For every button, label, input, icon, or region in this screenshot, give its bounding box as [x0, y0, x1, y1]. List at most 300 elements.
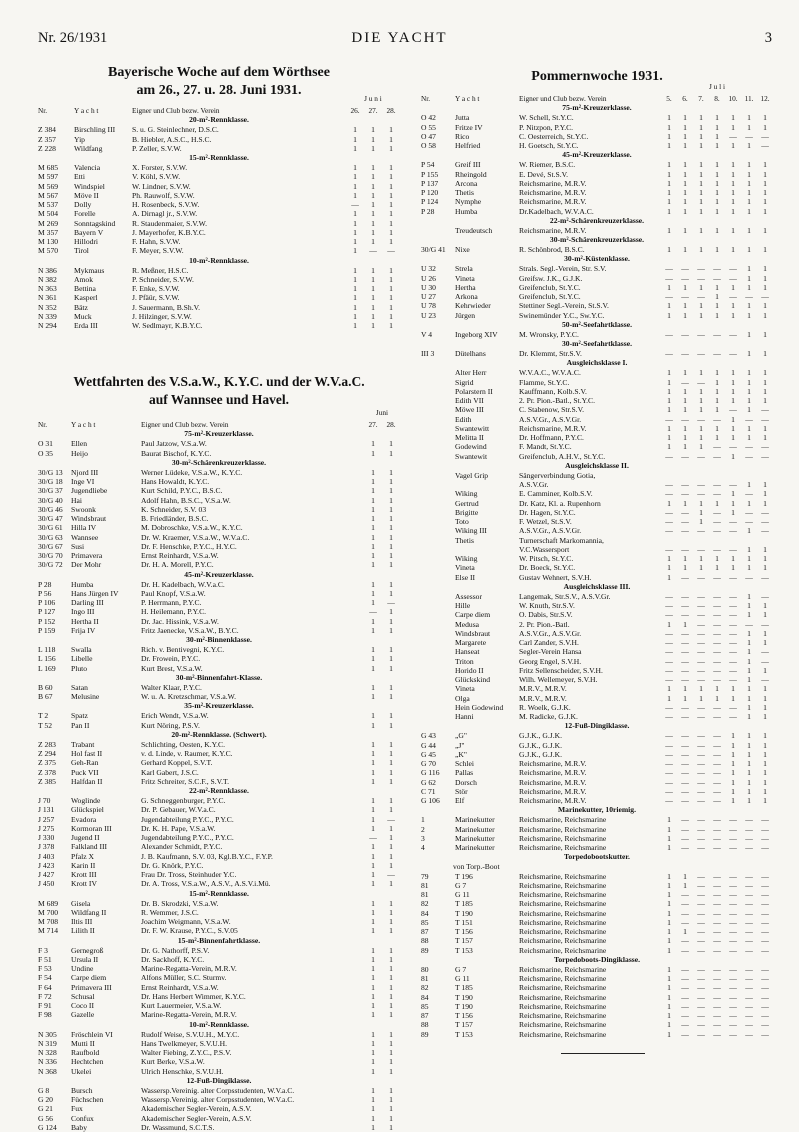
race-result: 1 — [389, 842, 393, 852]
race-result: — — [697, 927, 705, 936]
sail-number: G 21 — [38, 1104, 53, 1114]
table-row — [421, 918, 773, 927]
race-result: — — [761, 675, 769, 684]
owner-club: A.S.V.Gr., A.S.V.Gr. — [519, 414, 582, 424]
race-result: — — [729, 656, 737, 666]
race-result: 1 — [747, 141, 751, 150]
owner-club: C. Stabenow, Str.S.V. — [519, 405, 584, 415]
race-result: 1 — [667, 908, 671, 918]
race-result: — — [745, 414, 753, 424]
race-result: 1 — [389, 767, 393, 777]
race-result: 1 — [353, 246, 357, 256]
race-result: — — [729, 526, 737, 536]
header-cell: Y a c h t — [74, 106, 99, 115]
race-result: 1 — [747, 638, 751, 647]
race-result: — — [681, 964, 689, 974]
race-result: — — [665, 628, 673, 638]
table-row — [38, 1001, 400, 1010]
sail-number: M 567 — [38, 190, 59, 200]
owner-club: Kurt Brest, V.S.a.W. — [141, 663, 203, 673]
yacht-name: Bettina — [74, 284, 96, 293]
race-result: 1 — [389, 833, 393, 842]
sail-number: G 70 — [421, 759, 436, 768]
owner-club: Alfons Müller, S.C. Sturmv. — [141, 973, 227, 983]
table-row — [421, 508, 773, 517]
race-result: 1 — [389, 495, 393, 505]
yacht-name: Iltis III — [71, 917, 93, 926]
owner-club: Wilh. Wellemeyer, S.V.H. — [519, 675, 598, 684]
yacht-name: Treudeutsch — [455, 225, 493, 235]
race-result: 1 — [353, 190, 357, 200]
table-row — [38, 266, 400, 275]
race-result: 1 — [371, 504, 375, 514]
owner-club: Ernst Reinhardt, V.S.a.W. — [141, 551, 219, 560]
sail-number: 89 — [421, 1029, 429, 1039]
owner-club: Karl Gabert, J.S.C. — [141, 767, 199, 777]
yacht-name: Helfried — [455, 141, 481, 150]
sail-number: T 52 — [38, 720, 52, 730]
race-result: — — [681, 264, 689, 274]
yacht-name: Confux — [71, 1113, 94, 1123]
sail-number — [421, 545, 455, 554]
race-result: — — [697, 740, 705, 750]
owner-club: M.R.V., M.R.V. — [519, 684, 567, 694]
table-row — [38, 833, 400, 842]
owner-club: Erich Wendt, V.S.a.W. — [141, 711, 209, 721]
race-result: 1 — [371, 749, 375, 758]
yacht-name: „K" — [455, 749, 467, 759]
race-result: 1 — [763, 610, 767, 620]
sail-number — [421, 684, 455, 693]
table-row — [38, 1057, 400, 1066]
race-result: 1 — [683, 554, 687, 563]
sail-number: 30/G 18 — [38, 477, 63, 486]
owner-club: W. Riemer, B.S.C. — [519, 160, 576, 170]
owner-club: C. Oesterreich, St.Y.C. — [519, 131, 589, 141]
table-row — [421, 1020, 773, 1029]
race-result: — — [729, 544, 737, 554]
sail-number: F 53 — [38, 964, 52, 973]
race-result: 1 — [667, 386, 671, 396]
owner-club: Reichsmarine, M.R.V. — [519, 225, 587, 235]
race-result: 1 — [371, 172, 375, 182]
race-result: 1 — [389, 1113, 393, 1123]
yacht-name: Vineta — [455, 684, 475, 694]
yacht-name: Medusa — [455, 619, 480, 629]
yacht-name: Jugend II — [71, 833, 100, 842]
owner-club: R. Staudenmaier, S.V.W. — [132, 218, 207, 228]
race-result: — — [713, 899, 721, 909]
sail-number — [421, 554, 455, 563]
sail-number: 2 — [421, 824, 425, 834]
class-heading: 30-m²-Schärenkreuzerklasse. — [549, 235, 645, 244]
yacht-name: Hans Jürgen IV — [71, 588, 119, 598]
race-result: 1 — [389, 1104, 393, 1114]
race-result: — — [745, 880, 753, 890]
yacht-name: Fux — [71, 1104, 83, 1114]
owner-club: 2. Pr. Pion.-Batl. — [519, 619, 570, 629]
race-result: 1 — [763, 489, 767, 499]
table-row — [38, 777, 400, 786]
race-result: — — [697, 628, 705, 638]
race-result: 1 — [683, 684, 687, 694]
yacht-name: Marinekutter — [455, 833, 495, 843]
owner-club: H. Heilemann, P.Y.C. — [141, 607, 207, 617]
race-result: 1 — [699, 368, 703, 378]
yacht-name: Stör — [455, 786, 468, 796]
yacht-name: Evadora — [71, 814, 97, 824]
race-result: — — [761, 880, 769, 890]
sail-number: O 31 — [38, 439, 53, 449]
race-result: — — [697, 544, 705, 554]
race-result: 1 — [667, 974, 671, 983]
race-result: — — [681, 786, 689, 796]
owner-club: Joachim Weigmann, V.S.a.W. — [141, 917, 231, 926]
race-result: 1 — [371, 311, 375, 321]
sail-number — [421, 712, 455, 721]
race-result: 1 — [747, 396, 751, 405]
race-result: 1 — [389, 926, 393, 936]
race-result: 1 — [371, 163, 375, 172]
race-result: — — [713, 647, 721, 657]
sail-number: M 570 — [38, 246, 59, 256]
owner-club: B. Friedländer, B.S.C. — [141, 514, 209, 523]
owner-club: Greifenclub, St.Y.C. — [519, 292, 581, 301]
sail-number — [421, 378, 455, 387]
race-result: 1 — [371, 654, 375, 664]
sail-number: N 305 — [38, 1029, 57, 1039]
wettfahrten-title-line2: auf Wannsee und Havel. — [148, 392, 290, 407]
race-result: 1 — [371, 579, 375, 589]
sail-number: J 427 — [38, 870, 55, 879]
yacht-name: Dütelhans — [455, 349, 486, 358]
race-result: 1 — [731, 786, 735, 796]
table-row — [421, 405, 773, 414]
race-result: — — [665, 740, 673, 750]
yacht-name: Lilith II — [71, 926, 95, 936]
race-result: 1 — [715, 301, 719, 311]
table-row — [421, 563, 773, 572]
day-header: 28. — [386, 420, 396, 429]
race-result: — — [697, 656, 705, 666]
race-result: 1 — [763, 245, 767, 254]
race-result: 1 — [667, 160, 671, 170]
table-row — [38, 683, 400, 692]
race-result: 1 — [731, 377, 735, 387]
class-heading: 12-Fuß-Dingiklasse. — [564, 721, 630, 731]
race-result: 1 — [763, 740, 767, 750]
sail-number: U 23 — [421, 310, 436, 320]
sail-number: L 156 — [38, 654, 56, 664]
race-result: 1 — [389, 964, 393, 973]
sail-number: 30/G 47 — [38, 514, 63, 523]
sail-number: Z 357 — [38, 134, 56, 144]
owner-club: F. Enke, S.V.W. — [132, 284, 180, 293]
race-result: 1 — [731, 489, 735, 499]
race-result: 1 — [667, 917, 671, 927]
sail-number: 30/G 40 — [38, 495, 63, 505]
table-row — [421, 899, 773, 908]
race-result — [677, 471, 693, 480]
race-result — [725, 471, 741, 480]
owner-club: Ph. Rauwolf, S.V.W. — [132, 190, 195, 200]
race-result: 1 — [763, 188, 767, 197]
sail-number — [421, 629, 455, 638]
race-result: 1 — [699, 684, 703, 694]
race-result: 1 — [389, 907, 393, 917]
table-row — [38, 505, 400, 514]
race-result: — — [713, 992, 721, 1002]
race-result: — — [697, 610, 705, 620]
race-result: — — [761, 656, 769, 666]
table-row — [421, 778, 773, 787]
sail-number: U 26 — [421, 273, 436, 283]
race-result: 1 — [763, 377, 767, 387]
race-result: 1 — [389, 823, 393, 833]
sail-number — [421, 666, 455, 675]
race-result: 1 — [731, 554, 735, 563]
race-result: — — [713, 507, 721, 517]
race-result: — — [665, 544, 673, 554]
race-result: — — [697, 702, 705, 712]
table-row — [421, 207, 773, 216]
yacht-name: G 11 — [455, 890, 470, 899]
owner-club: W. u. A. Kretzschmar, V.S.a.W. — [141, 692, 237, 701]
race-result: — — [387, 246, 395, 256]
yacht-name: Dorsch — [455, 777, 477, 787]
owner-club: Reichsmarine, Reichsmarine — [519, 880, 607, 890]
race-result: 1 — [763, 693, 767, 703]
sail-number: P 28 — [38, 579, 52, 589]
yacht-name: Wildfang II — [71, 907, 107, 917]
table-row — [38, 1010, 400, 1019]
table-row — [38, 861, 400, 870]
owner-club: Reichsmarine, M.R.V. — [519, 786, 587, 796]
race-result: 1 — [389, 1057, 393, 1067]
race-result: 1 — [371, 917, 375, 926]
yacht-name: Alter Herr — [455, 368, 487, 378]
owner-club: A.S.V.Gr., A.S.V.Gr. — [519, 628, 582, 638]
sail-number: Z 375 — [38, 758, 56, 768]
race-result: 1 — [667, 992, 671, 1002]
owner-club: P. Nitzpon, P.Y.C. — [519, 122, 574, 132]
yacht-name: T 157 — [455, 936, 473, 946]
table-row — [421, 132, 773, 141]
race-result: 1 — [699, 386, 703, 396]
sail-number — [421, 610, 455, 619]
owner-club: Jugendabteilung P.Y.C., P.Y.C. — [141, 833, 234, 842]
yacht-name: Elf — [455, 796, 465, 805]
race-result: 1 — [683, 871, 687, 881]
table-row — [38, 617, 400, 626]
yacht-name: Pallas — [455, 768, 474, 778]
race-result: 1 — [667, 833, 671, 843]
race-result: — — [681, 759, 689, 768]
owner-club: Alexander Schmidt, P.Y.C. — [141, 842, 223, 852]
class-heading: Ausgleichsklasse III. — [563, 581, 631, 591]
race-result: 1 — [683, 563, 687, 573]
race-result: — — [745, 983, 753, 993]
race-result: 1 — [731, 693, 735, 703]
sail-number — [421, 415, 455, 424]
sail-number: 1 — [421, 815, 425, 825]
race-result: 1 — [371, 954, 375, 964]
yacht-name: Forelle — [74, 209, 96, 219]
race-result: 1 — [763, 423, 767, 433]
table-row — [421, 489, 773, 498]
table-row — [38, 580, 400, 589]
owner-club: R. Woelk, G.J.K. — [519, 702, 571, 712]
owner-club: W. Sedlmayr, K.B.Y.C. — [132, 321, 203, 330]
owner-club: Fritz Jaenecke, V.S.a.W., B.Y.C. — [141, 625, 239, 635]
race-result: 1 — [731, 386, 735, 396]
table-row — [421, 834, 773, 843]
header-row — [421, 91, 773, 103]
table-row — [421, 170, 773, 179]
table-row — [38, 955, 400, 964]
table-row — [38, 228, 400, 237]
race-result: 1 — [763, 329, 767, 339]
race-result: 1 — [389, 321, 393, 330]
race-result: — — [729, 480, 737, 489]
race-result: 1 — [371, 711, 375, 721]
race-result: 1 — [389, 1048, 393, 1057]
day-header: 10. — [728, 94, 738, 103]
race-result: 1 — [763, 160, 767, 170]
sail-number: F 54 — [38, 973, 52, 983]
owner-club: Dr. F. W. Krause, P.Y.C., S.V.05 — [141, 926, 238, 936]
table-row — [421, 974, 773, 983]
race-result: — — [665, 273, 673, 283]
owner-club: M.R.V., M.R.V. — [519, 693, 567, 703]
race-result: 1 — [389, 1001, 393, 1010]
race-result: — — [697, 1020, 705, 1030]
owner-club: S. u. G. Steinlechner, D.S.C. — [132, 125, 219, 135]
race-result: 1 — [715, 368, 719, 378]
race-result — [709, 471, 725, 480]
table-row — [38, 917, 400, 926]
owner-club: H. Rosenbeck, S.V.W. — [132, 200, 200, 209]
race-result: 1 — [699, 517, 703, 526]
yacht-name: Krott III — [71, 870, 97, 879]
race-result: 1 — [667, 693, 671, 703]
race-result: — — [761, 131, 769, 141]
race-result: 1 — [763, 731, 767, 741]
race-result: — — [745, 824, 753, 834]
owner-club: Strals. Segl.-Verein, Str. S.V. — [519, 264, 607, 274]
owner-club: R. Schönbrod, B.S.C. — [519, 245, 585, 254]
table-row — [38, 533, 400, 542]
race-result: 1 — [371, 467, 375, 477]
sail-number: G 45 — [421, 749, 436, 759]
race-result: 1 — [389, 181, 393, 191]
owner-club: Reichsmarine, Reichsmarine — [519, 992, 607, 1002]
yacht-name: Wiking — [455, 554, 478, 563]
owner-club: Swinemünder Y.C., Sw.Y.C. — [519, 310, 605, 320]
race-result: — — [761, 899, 769, 909]
yacht-name: Ingeborg XIV — [455, 329, 498, 339]
race-result: 1 — [353, 274, 357, 284]
race-result: 1 — [747, 160, 751, 170]
race-result: 1 — [389, 190, 393, 200]
race-result: 1 — [389, 125, 393, 135]
yacht-name: T 185 — [455, 899, 473, 909]
race-result: — — [729, 675, 737, 684]
race-result: 1 — [389, 973, 393, 983]
owner-club: Kurt Schild, P.Y.C., B.S.C. — [141, 486, 223, 496]
race-result: 1 — [699, 160, 703, 170]
race-result — [757, 471, 773, 480]
race-result: 1 — [353, 284, 357, 293]
race-result: — — [713, 264, 721, 274]
table-row — [38, 692, 400, 701]
race-result: 1 — [747, 197, 751, 207]
race-result: — — [761, 591, 769, 601]
race-result — [693, 536, 709, 545]
race-result: — — [697, 292, 705, 301]
race-result: 1 — [371, 200, 375, 209]
header-row — [38, 103, 400, 115]
owner-club: Dr. Sackhoff, K.Y.C. — [141, 954, 205, 964]
yacht-name: T 153 — [455, 945, 473, 955]
table-row — [421, 471, 773, 480]
yacht-name: Arcona — [455, 178, 478, 188]
race-result: 1 — [683, 245, 687, 254]
race-result: 1 — [389, 711, 393, 721]
race-result: 1 — [699, 405, 703, 415]
yacht-name: Marinekutter — [455, 843, 495, 852]
race-result: 1 — [667, 563, 671, 573]
owner-club: Greifsw. J.K., G.J.K. — [519, 273, 583, 283]
yacht-name: Windsbraut — [455, 628, 491, 638]
sail-number — [421, 517, 455, 526]
yacht-name: Baby — [71, 1122, 88, 1132]
race-result: — — [761, 141, 769, 150]
race-result: 1 — [763, 786, 767, 796]
race-result: 1 — [371, 758, 375, 768]
race-result: — — [761, 974, 769, 983]
sail-number: B 67 — [38, 692, 53, 701]
race-result: 1 — [371, 926, 375, 936]
race-result: — — [697, 936, 705, 946]
race-result: 1 — [699, 141, 703, 150]
table-row — [38, 589, 400, 598]
race-result: 1 — [389, 284, 393, 293]
race-result: — — [729, 610, 737, 620]
table-row — [38, 768, 400, 777]
race-result: 1 — [389, 1038, 393, 1048]
race-result: 1 — [667, 122, 671, 132]
race-result: 1 — [763, 310, 767, 320]
race-result: — — [729, 638, 737, 647]
race-result: 1 — [371, 796, 375, 805]
race-result: 1 — [715, 386, 719, 396]
race-result: 1 — [715, 197, 719, 207]
owner-club: v. d. Linde, v. Raumer, K.Y.C. — [141, 749, 233, 758]
race-result: — — [761, 292, 769, 301]
race-result: — — [729, 1011, 737, 1020]
race-result: — — [697, 880, 705, 890]
race-result: 1 — [731, 206, 735, 216]
yacht-name: Heijo — [71, 448, 88, 458]
table-row — [38, 144, 400, 153]
race-result: 1 — [763, 759, 767, 768]
race-result: — — [729, 908, 737, 918]
owner-club: Dr. Hoffmann, P.Y.C. — [519, 433, 584, 442]
yacht-name: T 185 — [455, 983, 473, 993]
race-result: — — [713, 702, 721, 712]
race-result: — — [665, 489, 673, 499]
